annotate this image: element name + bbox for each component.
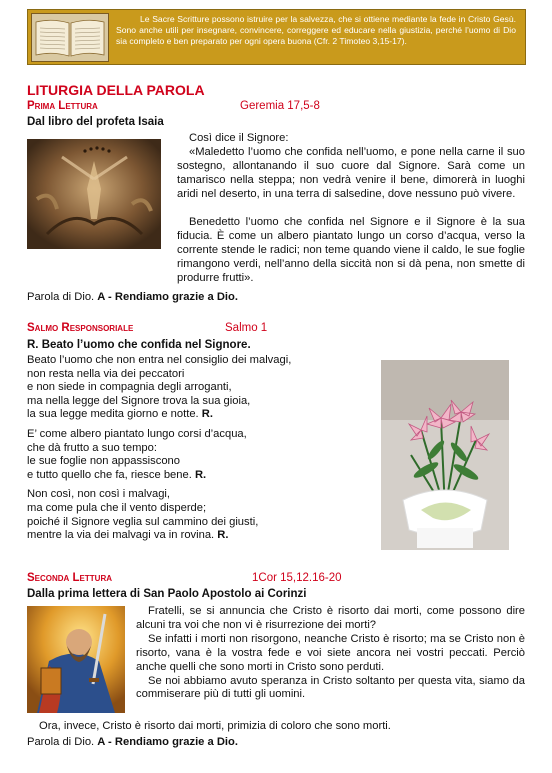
psalm-response: R. Beato l’uomo che confida nel Signore. bbox=[27, 339, 251, 351]
psalm-line: Non così, non così i malvagi, bbox=[27, 488, 171, 501]
second-reading-label: Seconda Lettura bbox=[27, 572, 112, 584]
psalm-line: Beato l’uomo che non entra nel consiglio dei malvagi, bbox=[27, 354, 292, 366]
first-reading-paragraph: Benedetto l’uomo che confida nel Signore e il Signore è la sua fiducia. È come un albero piantato lungo un corso d’acqua, verso la corrente stende le radici; non teme quando viene il caldo, le sue foglie rimangono verdi, nell’anno della siccità non si dà pena, non smette di produrre frutti». bbox=[177, 216, 525, 284]
psalm-line: poiché il Signore veglia sul cammino dei giusti, bbox=[27, 515, 259, 528]
psalm-stanza-2 bbox=[27, 428, 291, 482]
psalm-line: ma come pula che il vento disperde; bbox=[27, 501, 207, 514]
second-reading-paragraph: Ora, invece, Cristo è risorto dai morti, primizia di coloro che sono morti. bbox=[39, 720, 391, 732]
psalm-stanza-1 bbox=[27, 354, 291, 422]
first-reading-source: Dal libro del profeta Isaia bbox=[27, 116, 164, 128]
first-reading-text-bottom bbox=[27, 216, 525, 286]
second-reading-paragraph: Fratelli, se si annuncia che Cristo è risorto dai morti, come possono dire alcuni tra voi che non vi è risurrezione dei morti? bbox=[136, 605, 525, 631]
closing-response: A - Rendiamo grazie a Dio. bbox=[97, 291, 238, 303]
psalm-line: E’ come albero piantato lungo corsi d’acqua, bbox=[27, 427, 247, 440]
psalm-line: e non siede in compagnia degli arroganti, bbox=[27, 381, 232, 394]
first-reading-reference: Geremia 17,5-8 bbox=[240, 100, 320, 112]
psalm-line: la sua legge medita giorno e notte. bbox=[27, 408, 199, 421]
psalm-line: non resta nella via dei peccatori bbox=[27, 367, 185, 380]
psalm-line: mentre la via dei malvagi va in rovina. bbox=[27, 529, 215, 542]
first-reading-text-top bbox=[177, 132, 525, 202]
first-reading-paragraph: «Maledetto l’uomo che confida nell’uomo, e pone nella carne il suo sostegno, allontanando il suo cuore dal Signore. Sarà come un tamarisco nella steppa; non vedrà venire il bene, dimorerà in luoghi aridi nel deserto, in una terra di salsedine, dove nessuno può vivere. bbox=[177, 145, 525, 200]
second-reading-source: Dalla prima lettera di San Paolo Apostolo ai Corinzi bbox=[27, 588, 307, 600]
psalm-line: ma nella legge del Signore trova la sua gioia, bbox=[27, 394, 251, 407]
second-reading-closing bbox=[27, 736, 238, 748]
psalm-line: e tutto quello che fa, riesce bene. bbox=[27, 468, 192, 481]
second-reading-reference: 1Cor 15,12.16-20 bbox=[252, 572, 342, 584]
second-reading-paragraph: Se infatti i morti non risorgono, neanche Cristo è risorto; ma se Cristo non è risorto, vana è la vostra fede e voi siete ancora nei vostri peccati. Perciò anche quelli che sono morti in Cristo sono perduti. bbox=[136, 632, 525, 673]
closing-response: A - Rendiamo grazie a Dio. bbox=[97, 736, 238, 748]
second-reading-text-bottom bbox=[27, 720, 525, 734]
scripture-banner bbox=[27, 9, 526, 65]
response-marker: R. bbox=[194, 468, 207, 481]
page-title: LITURGIA DELLA PAROLA bbox=[27, 82, 205, 98]
closing-plain: Parola di Dio. bbox=[27, 291, 95, 303]
psalm-stanza-3 bbox=[27, 488, 291, 542]
psalm-text bbox=[27, 354, 291, 549]
psalm-reference: Salmo 1 bbox=[225, 322, 268, 334]
psalm-line: le sue foglie non appassiscono bbox=[27, 455, 181, 468]
psalm-label: Salmo Responsoriale bbox=[27, 322, 134, 334]
psalm-line: che dà frutto a suo tempo: bbox=[27, 441, 157, 454]
second-reading-paragraph: Se noi abbiamo avuto speranza in Cristo soltanto per questa vita, siamo da commiserare più di tutti gli uomini. bbox=[136, 674, 525, 701]
closing-plain: Parola di Dio. bbox=[27, 736, 95, 748]
response-marker: R. bbox=[201, 408, 213, 421]
first-reading-closing bbox=[27, 291, 238, 303]
first-reading-paragraph: Così dice il Signore: bbox=[189, 132, 289, 144]
first-reading-label: Prima Lettura bbox=[27, 100, 98, 112]
response-marker: R. bbox=[217, 529, 229, 542]
open-book-image bbox=[31, 13, 109, 62]
banner-text: Le Sacre Scritture possono istruire per la salvezza, che si ottiene mediante la fede in Cristo Gesù. Sono anche utili per insegnare, convincere, correggere ed educare nella giustizia, perché l’uomo di Dio sia completo e ben preparato per ogni opera buona (Cfr. 2 Timoteo 3,15-17). bbox=[116, 14, 516, 47]
second-reading-text-top bbox=[136, 605, 525, 702]
lilies-photo bbox=[381, 360, 509, 550]
saint-paul-icon-image bbox=[27, 606, 125, 713]
